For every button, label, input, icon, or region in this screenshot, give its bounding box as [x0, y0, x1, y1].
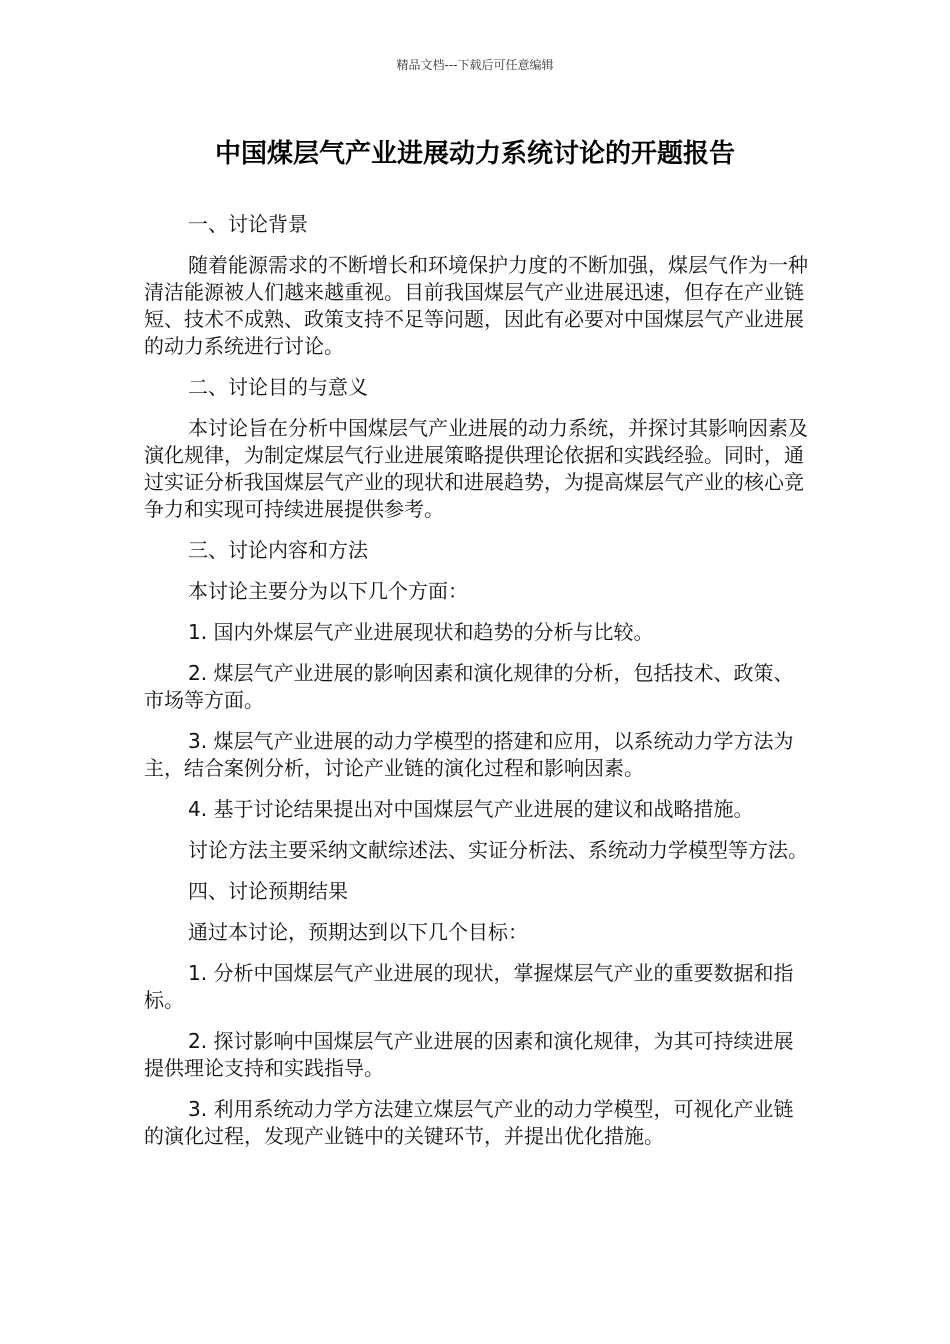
section-heading-content-method: 三、讨论内容和方法	[188, 538, 368, 562]
paragraph-content-intro: 本讨论主要分为以下几个方面：	[188, 579, 468, 603]
paragraph-purpose: 本讨论旨在分析中国煤层气产业进展的动力系统，并探讨其影响因素及演化规律，为制定煤层气行业进展策略提供理论依据和实践经验。同时，通过实证分析我国煤层气产业的现状和进展趋势，为提高煤层气产业的核心竞争力和实现可持续进展提供参考。	[144, 416, 808, 521]
list-item-result-3: 3. 利用系统动力学方法建立煤层气产业的动力学模型，可视化产业链的演化过程，发现产业链中的关键环节，并提出优化措施。	[144, 1097, 794, 1148]
list-item-result-1: 1. 分析中国煤层气产业进展的现状，掌握煤层气产业的重要数据和指标。	[144, 961, 794, 1012]
list-item-content-3: 3. 煤层气产业进展的动力学模型的搭建和应用，以系统动力学方法为主，结合案例分析，讨论产业链的演化过程和影响因素。	[144, 729, 794, 780]
section-heading-expected-results: 四、讨论预期结果	[188, 879, 348, 903]
list-item-result-2: 2. 探讨影响中国煤层气产业进展的因素和演化规律，为其可持续进展提供理论支持和实践指导。	[144, 1029, 794, 1080]
list-item-content-1: 1. 国内外煤层气产业进展现状和趋势的分析与比较。	[188, 620, 654, 644]
section-heading-purpose: 二、讨论目的与意义	[188, 375, 368, 399]
page-header-note: 精品文档---下载后可任意编辑	[396, 58, 554, 72]
paragraph-background: 随着能源需求的不断增长和环境保护力度的不断加强，煤层气作为一种清洁能源被人们越来越重视。目前我国煤层气产业进展迅速，但存在产业链短、技术不成熟、政策支持不足等问题，因此有必要对中国煤层气产业进展的动力系统进行讨论。	[144, 253, 808, 358]
paragraph-results-intro: 通过本讨论，预期达到以下几个目标：	[188, 920, 528, 944]
list-item-content-4: 4. 基于讨论结果提出对中国煤层气产业进展的建议和战略措施。	[188, 797, 754, 821]
document-title: 中国煤层气产业进展动力系统讨论的开题报告	[214, 139, 735, 169]
paragraph-method: 讨论方法主要采纳文献综述法、实证分析法、系统动力学模型等方法。	[188, 838, 808, 862]
list-item-content-2: 2. 煤层气产业进展的影响因素和演化规律的分析，包括技术、政策、市场等方面。	[144, 661, 794, 712]
document-body	[144, 211, 809, 1164]
section-heading-background: 一、讨论背景	[188, 212, 308, 236]
